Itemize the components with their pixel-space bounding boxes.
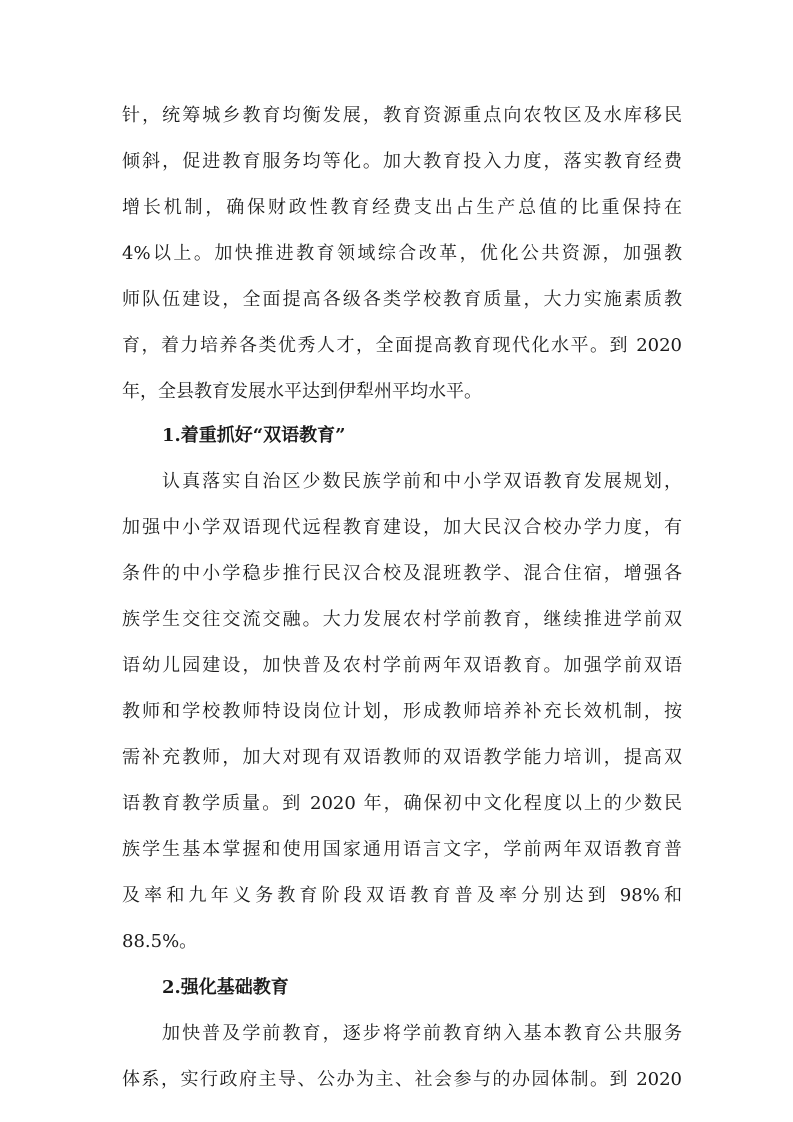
paragraph-line: 88.5%。 (122, 931, 198, 952)
paragraph-line: 年，全县教育发展水平达到伊犁州平均水平。 (122, 381, 482, 402)
paragraph-line: 条件的中小学稳步推行民汉合校及混班教学、混合住宿，增强各 (122, 563, 682, 584)
paragraph-line: 体系，实行政府主导、公办为主、社会参与的办园体制。到 2020 (122, 1069, 682, 1090)
paragraph-line: 族学生交往交流交融。大力发展农村学前教育，继续推进学前双 (122, 609, 682, 630)
paragraph-line: 语幼儿园建设，加快普及农村学前两年双语教育。加强学前双语 (122, 655, 682, 676)
paragraph-line: 增长机制，确保财政性教育经费支出占生产总值的比重保持在 (122, 197, 682, 218)
paragraph-line: 需补充教师，加大对现有双语教师的双语教学能力培训，提高双 (122, 747, 682, 768)
section-heading: 1.着重抓好“双语教育” (162, 425, 346, 446)
paragraph-line: 倾斜，促进教育服务均等化。加大教育投入力度，落实教育经费 (122, 151, 682, 172)
paragraph-line: 教师和学校教师特设岗位计划，形成教师培养补充长效机制，按 (122, 701, 682, 722)
paragraph-line: 针，统筹城乡教育均衡发展，教育资源重点向农牧区及水库移民 (122, 105, 682, 126)
paragraph-line: 加快普及学前教育，逐步将学前教育纳入基本教育公共服务 (162, 1023, 682, 1044)
paragraph-line: 及率和九年义务教育阶段双语教育普及率分别达到 98%和 (122, 885, 682, 906)
paragraph-line: 加强中小学双语现代远程教育建设，加大民汉合校办学力度，有 (122, 517, 682, 538)
paragraph-line: 师队伍建设，全面提高各级各类学校教育质量，大力实施素质教 (122, 289, 682, 310)
paragraph-line: 认真落实自治区少数民族学前和中小学双语教育发展规划， (162, 471, 682, 492)
paragraph-line: 育，着力培养各类优秀人才，全面提高教育现代化水平。到 2020 (122, 335, 682, 356)
section-heading: 2.强化基础教育 (162, 977, 289, 998)
paragraph-line: 语教育教学质量。到 2020 年，确保初中文化程度以上的少数民 (122, 793, 682, 814)
paragraph-line: 族学生基本掌握和使用国家通用语言文字，学前两年双语教育普 (122, 839, 682, 860)
paragraph-line: 4%以上。加快推进教育领域综合改革，优化公共资源，加强教 (122, 243, 682, 264)
